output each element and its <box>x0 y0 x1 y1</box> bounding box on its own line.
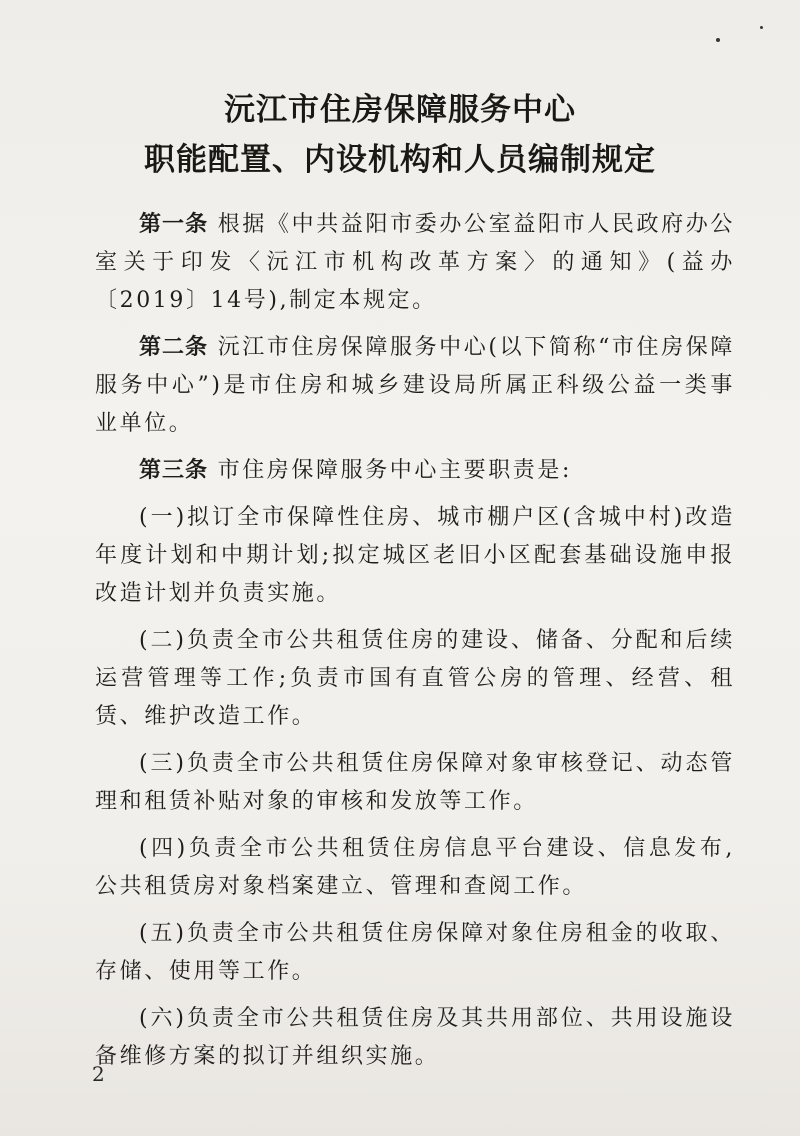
document-title: 沅江市住房保障服务中心 <box>224 92 576 128</box>
article-1-text: 根据《中共益阳市委办公室益阳市人民政府办公室关于印发〈沅江市机构改革方案〉的通知》(益办〔2019〕14号),制定本规定。 <box>95 212 735 313</box>
article-2 <box>95 329 735 443</box>
duty-item-2: (二)负责全市公共租赁住房的建设、储备、分配和后续运营管理等工作;负责市国有直管公房的管理、经营、租赁、维护改造工作。 <box>95 628 735 729</box>
paper-speck <box>760 26 763 29</box>
article-1 <box>95 206 735 320</box>
article-1-heading: 第一条 <box>139 212 209 237</box>
duty-item-1: (一)拟订全市保障性住房、城市棚户区(含城中村)改造年度计划和中期计划;拟定城区老旧小区配套基础设施申报改造计划并负责实施。 <box>95 505 735 606</box>
duty-item-4: (四)负责全市公共租赁住房信息平台建设、信息发布,公共租赁房对象档案建立、管理和查阅工作。 <box>95 836 735 899</box>
article-3 <box>95 452 735 490</box>
document-body <box>95 206 735 1085</box>
document-subtitle: 职能配置、内设机构和人员编制规定 <box>144 142 656 178</box>
page-number: 2 <box>92 1062 105 1086</box>
article-3-text: 市住房保障服务中心主要职责是: <box>208 458 573 483</box>
article-2-heading: 第二条 <box>139 335 209 360</box>
duty-item-5: (五)负责全市公共租赁住房保障对象住房租金的收取、存储、使用等工作。 <box>95 921 735 984</box>
article-3-heading: 第三条 <box>139 458 209 483</box>
duty-item-3: (三)负责全市公共租赁住房保障对象审核登记、动态管理和租赁补贴对象的审核和发放等工作。 <box>95 751 735 814</box>
duty-item-6: (六)负责全市公共租赁住房及其共用部位、共用设施设备维修方案的拟订并组织实施。 <box>95 1006 735 1069</box>
paper-speck <box>716 38 720 42</box>
article-2-text: 沅江市住房保障服务中心(以下简称“市住房保障服务中心”)是市住房和城乡建设局所属正科级公益一类事业单位。 <box>95 335 735 436</box>
